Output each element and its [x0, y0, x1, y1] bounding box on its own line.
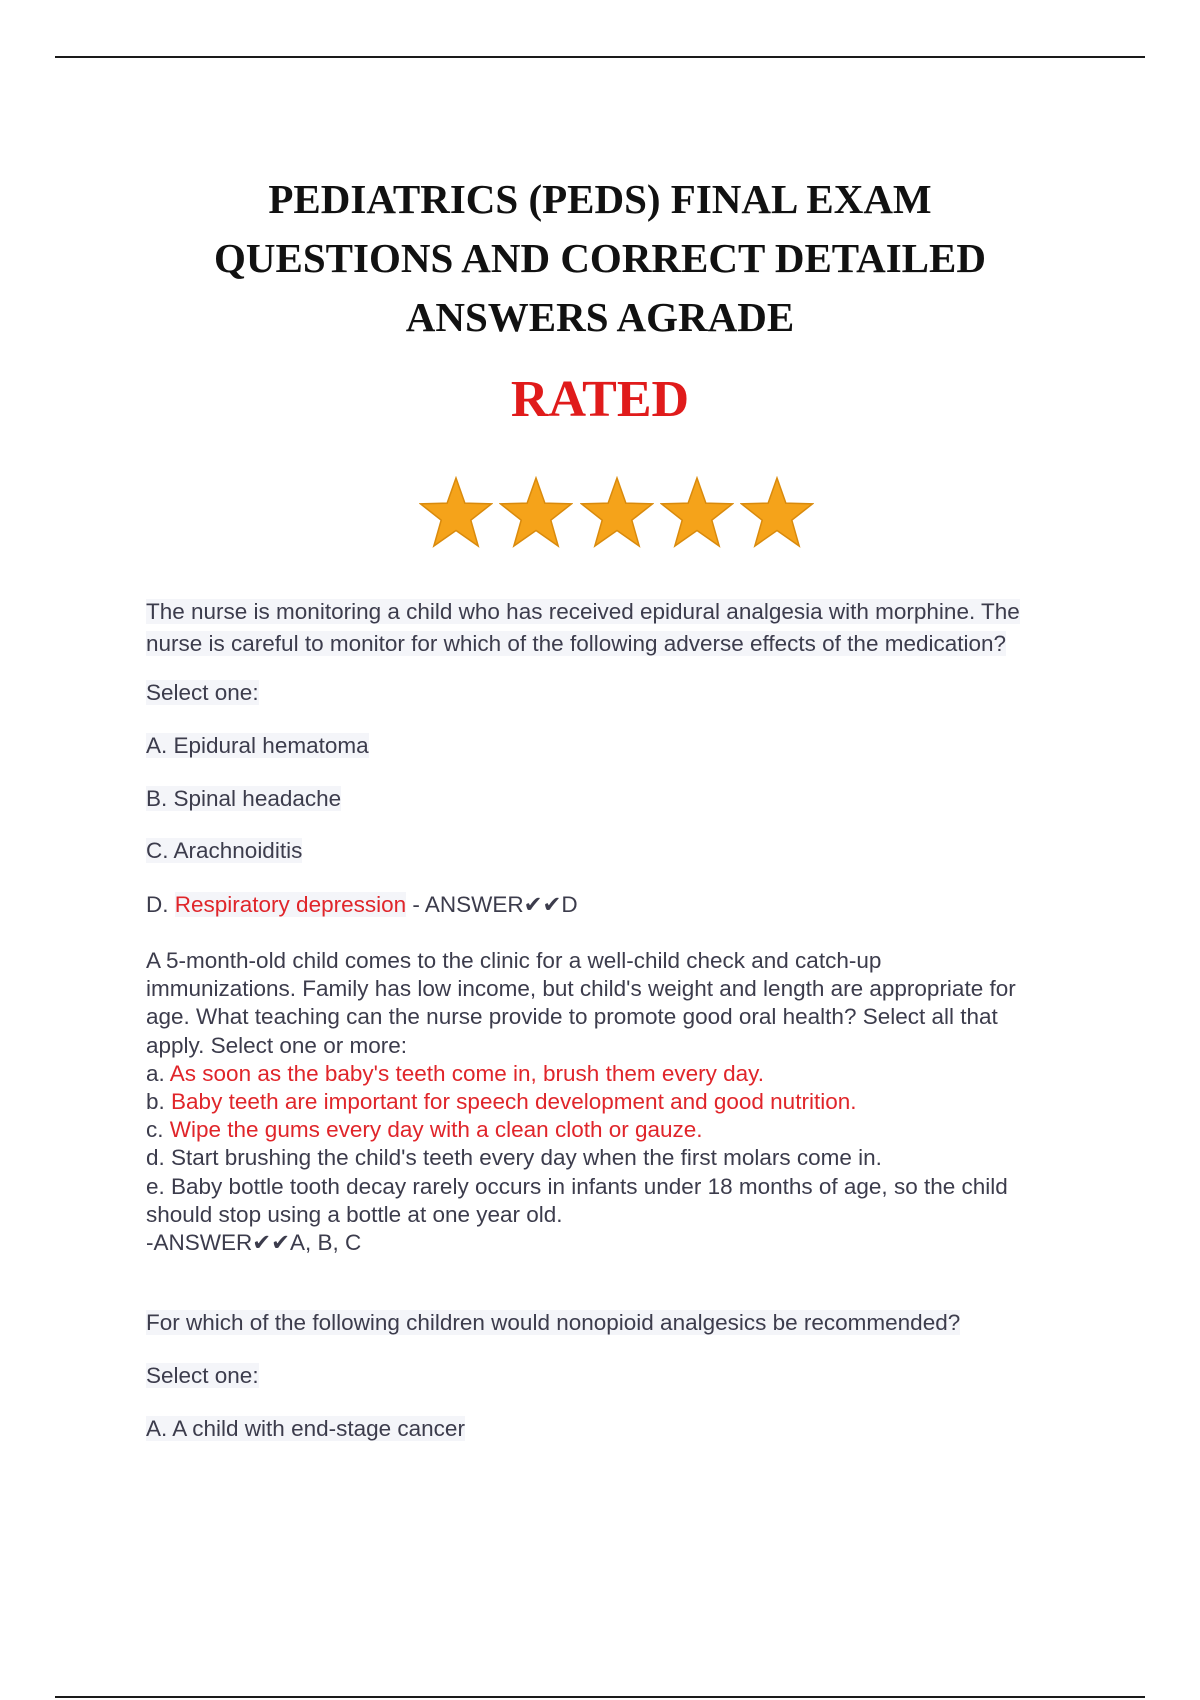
- star-icon: [660, 476, 734, 548]
- bottom-rule: [55, 1696, 1145, 1698]
- question-1-option-d-text: Respiratory depression: [174, 892, 407, 917]
- question-2-option-e-line-1: e. Baby bottle tooth decay rarely occurs in infants under 18 months of age, so the child: [146, 1173, 1008, 1199]
- question-2-option-a-text: As soon as the baby's teeth come in, brush them every day.: [169, 1060, 764, 1086]
- star-icon: [740, 476, 814, 548]
- question-2: [146, 947, 1016, 1257]
- question-2-stem-line-1: A 5-month-old child comes to the clinic for a well-child check and catch-up: [146, 948, 882, 973]
- question-1-option-d: [146, 892, 578, 918]
- question-2-stem-line-4: apply. Select one or more:: [146, 1032, 407, 1058]
- top-rule: [55, 56, 1145, 58]
- question-2-stem-line-3: age. What teaching can the nurse provide to promote good oral health? Select all that: [146, 1004, 998, 1030]
- question-3-select-prompt: Select one:: [146, 1363, 259, 1388]
- question-1-option-b: B. Spinal headache: [146, 786, 342, 811]
- question-1-option-a: A. Epidural hematoma: [146, 733, 369, 758]
- question-1-stem-line-2: nurse is careful to monitor for which of the following adverse effects of the medication?: [146, 631, 1007, 656]
- star-icon: [499, 476, 573, 548]
- question-1-answer: - ANSWER✔✔D: [406, 892, 578, 917]
- question-3-option-a: A. A child with end-stage cancer: [146, 1416, 465, 1441]
- question-2-stem-line-2: immunizations. Family has low income, but child's weight and length are appropriate for: [146, 976, 1016, 1002]
- rated-label: RATED: [510, 371, 690, 428]
- title-line-1: PEDIATRICS (PEDS) FINAL EXAM: [268, 176, 932, 222]
- question-2-option-b-text: Baby teeth are important for speech development and good nutrition.: [171, 1089, 857, 1115]
- title-line-3: ANSWERS AGRADE: [405, 294, 795, 340]
- question-2-option-d: d. Start brushing the child's teeth every day when the first molars come in.: [146, 1145, 882, 1171]
- question-1-stem: [146, 596, 1020, 660]
- question-2-option-c-text: Wipe the gums every day with a clean cloth or gauze.: [169, 1117, 703, 1143]
- question-3-stem: For which of the following children would nonopioid analgesics be recommended?: [146, 1310, 961, 1335]
- question-1-option-c: C. Arachnoiditis: [146, 838, 303, 863]
- question-1-select-prompt: Select one:: [146, 680, 259, 705]
- question-2-option-b: b. Baby teeth are important for speech development and good nutrition.: [146, 1089, 857, 1115]
- star-rating: [0, 476, 1200, 553]
- question-2-option-e-line-2: should stop using a bottle at one year old.: [146, 1201, 563, 1227]
- star-icon: [580, 476, 654, 548]
- question-1-option-d-letter: D.: [146, 892, 175, 917]
- star-icon: [419, 476, 493, 548]
- question-2-option-a: a. As soon as the baby's teeth come in, brush them every day.: [146, 1060, 764, 1086]
- question-1-stem-line-1: The nurse is monitoring a child who has received epidural analgesia with morphine. The: [146, 599, 1020, 624]
- document-title: [100, 170, 1100, 347]
- title-line-2: QUESTIONS AND CORRECT DETAILED: [214, 235, 986, 281]
- question-2-answer: -ANSWER✔✔A, B, C: [146, 1230, 362, 1256]
- question-2-option-c: c. Wipe the gums every day with a clean cloth or gauze.: [146, 1117, 703, 1143]
